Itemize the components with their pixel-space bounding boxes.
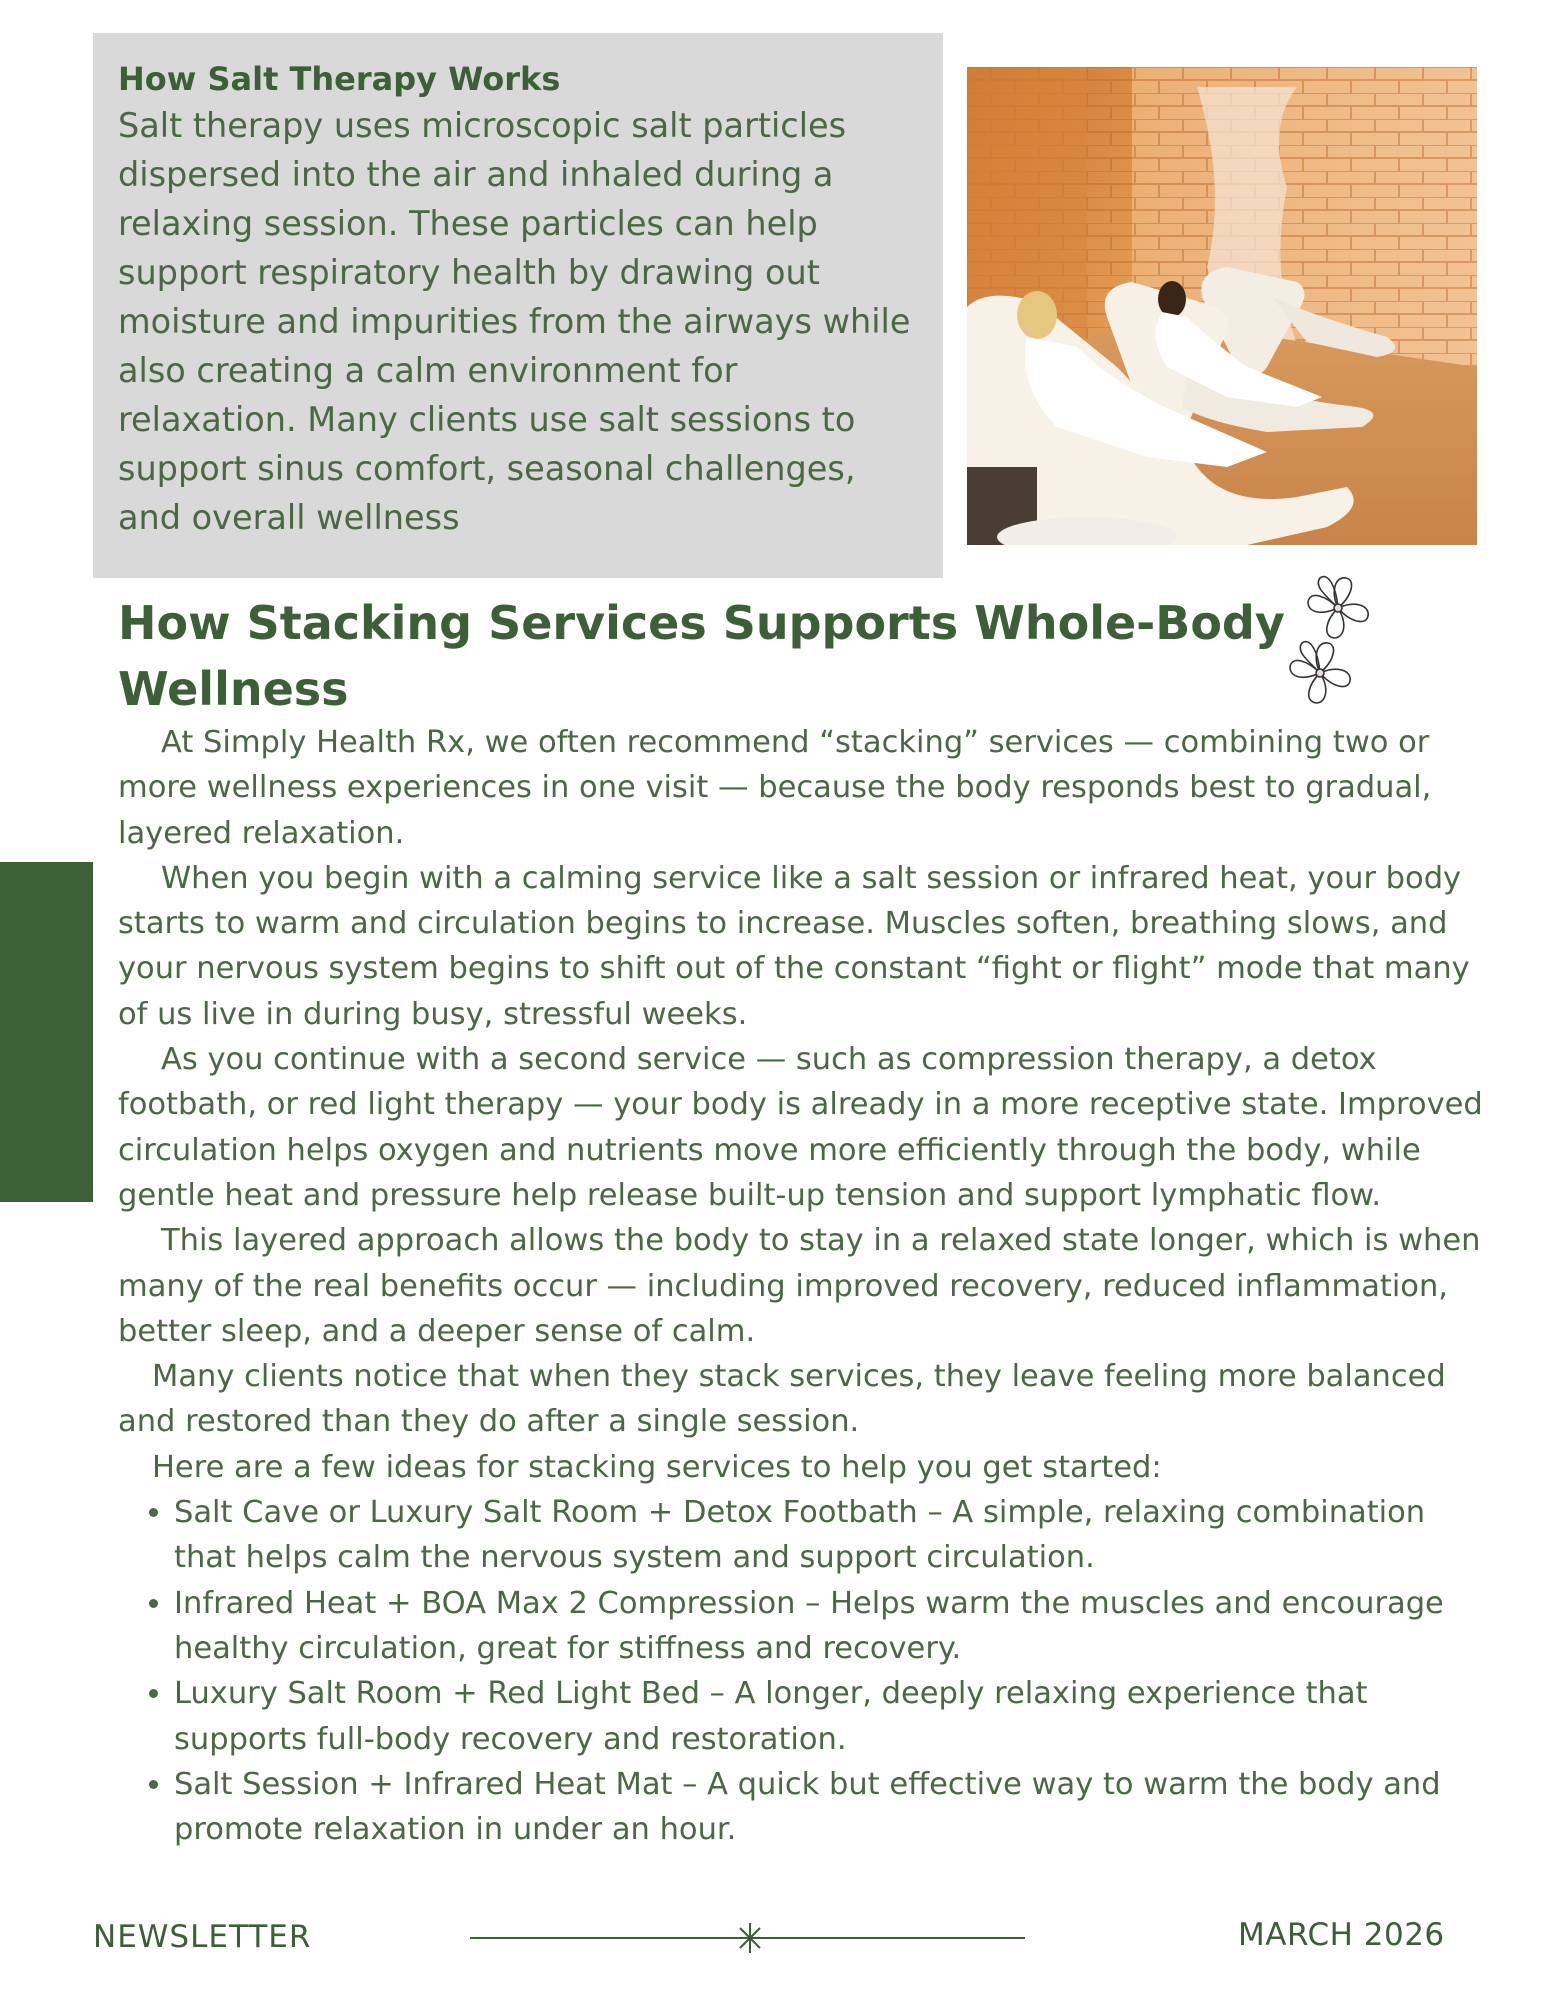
article-paragraph: As you continue with a second service — such as compression therapy, a detox footbath, or red light therapy — your body is already in a more receptive state. Improved circulation helps oxygen and nutrients move more efficiently through the body, while gentle heat and pressure help release built-up tension and support lymphatic flow. — [118, 1042, 1483, 1213]
list-item: • Salt Cave or Luxury Salt Room + Detox Footbath – A simple, relaxing combination that helps calm the nervous system and support circulation. — [174, 1490, 1488, 1581]
article-paragraph: At Simply Health Rx, we often recommend “stacking” services — combining two or more wellness experiences in one visit — because the body responds best to gradual, layered relaxation. — [118, 725, 1432, 851]
salt-therapy-box — [93, 33, 943, 578]
list-item: • Salt Session + Infrared Heat Mat – A quick but effective way to warm the body and promote relaxation in under an hour. — [174, 1762, 1488, 1853]
decorative-green-bar — [0, 862, 93, 1202]
footer-date: MARCH 2026 — [1238, 1917, 1445, 1953]
article-paragraph: When you begin with a calming service like a salt session or infrared heat, your body starts to warm and circulation begins to increase. Muscles soften, breathing slows, and your nervous system begins to shift out of the constant “fight or flight” mode that many of us live in during busy, stressful weeks. — [118, 860, 1470, 1032]
salt-therapy-heading: How Salt Therapy Works — [118, 60, 561, 98]
article-body — [118, 720, 1488, 1852]
stacking-ideas-list — [118, 1490, 1488, 1852]
list-item: • Luxury Salt Room + Red Light Bed – A longer, deeply relaxing experience that supports full-body recovery and restoration. — [174, 1671, 1488, 1762]
flower-icon — [1280, 568, 1385, 718]
list-item: • Infrared Heat + BOA Max 2 Compression – Helps warm the muscles and encourage healthy circulation, great for stiffness and recovery. — [174, 1581, 1488, 1672]
article-paragraph: Many clients notice that when they stack services, they leave feeling more balanced and restored than they do after a single session. — [118, 1359, 1446, 1440]
article-paragraph: Here are a few ideas for stacking services to help you get started: — [152, 1449, 1162, 1485]
footer-divider — [470, 1918, 1025, 1958]
salt-room-photo — [967, 67, 1477, 545]
footer-newsletter-label: NEWSLETTER — [93, 1919, 312, 1955]
salt-therapy-text: Salt therapy uses microscopic salt particles dispersed into the air and inhaled during a relaxing session. These particles can help support respiratory health by drawing out moisture and impurities from the airways while also creating a calm environment for relaxation. Many clients use salt sessions to support sinus comfort, seasonal challenges, and overall wellness — [118, 106, 911, 537]
article-paragraph: This layered approach allows the body to stay in a relaxed state longer, which is when many of the real benefits occur — including improved recovery, reduced inflammation, better sleep, and a deeper sense of calm. — [118, 1223, 1481, 1349]
article-title: How Stacking Services Supports Whole-Body Wellness — [118, 596, 1285, 716]
